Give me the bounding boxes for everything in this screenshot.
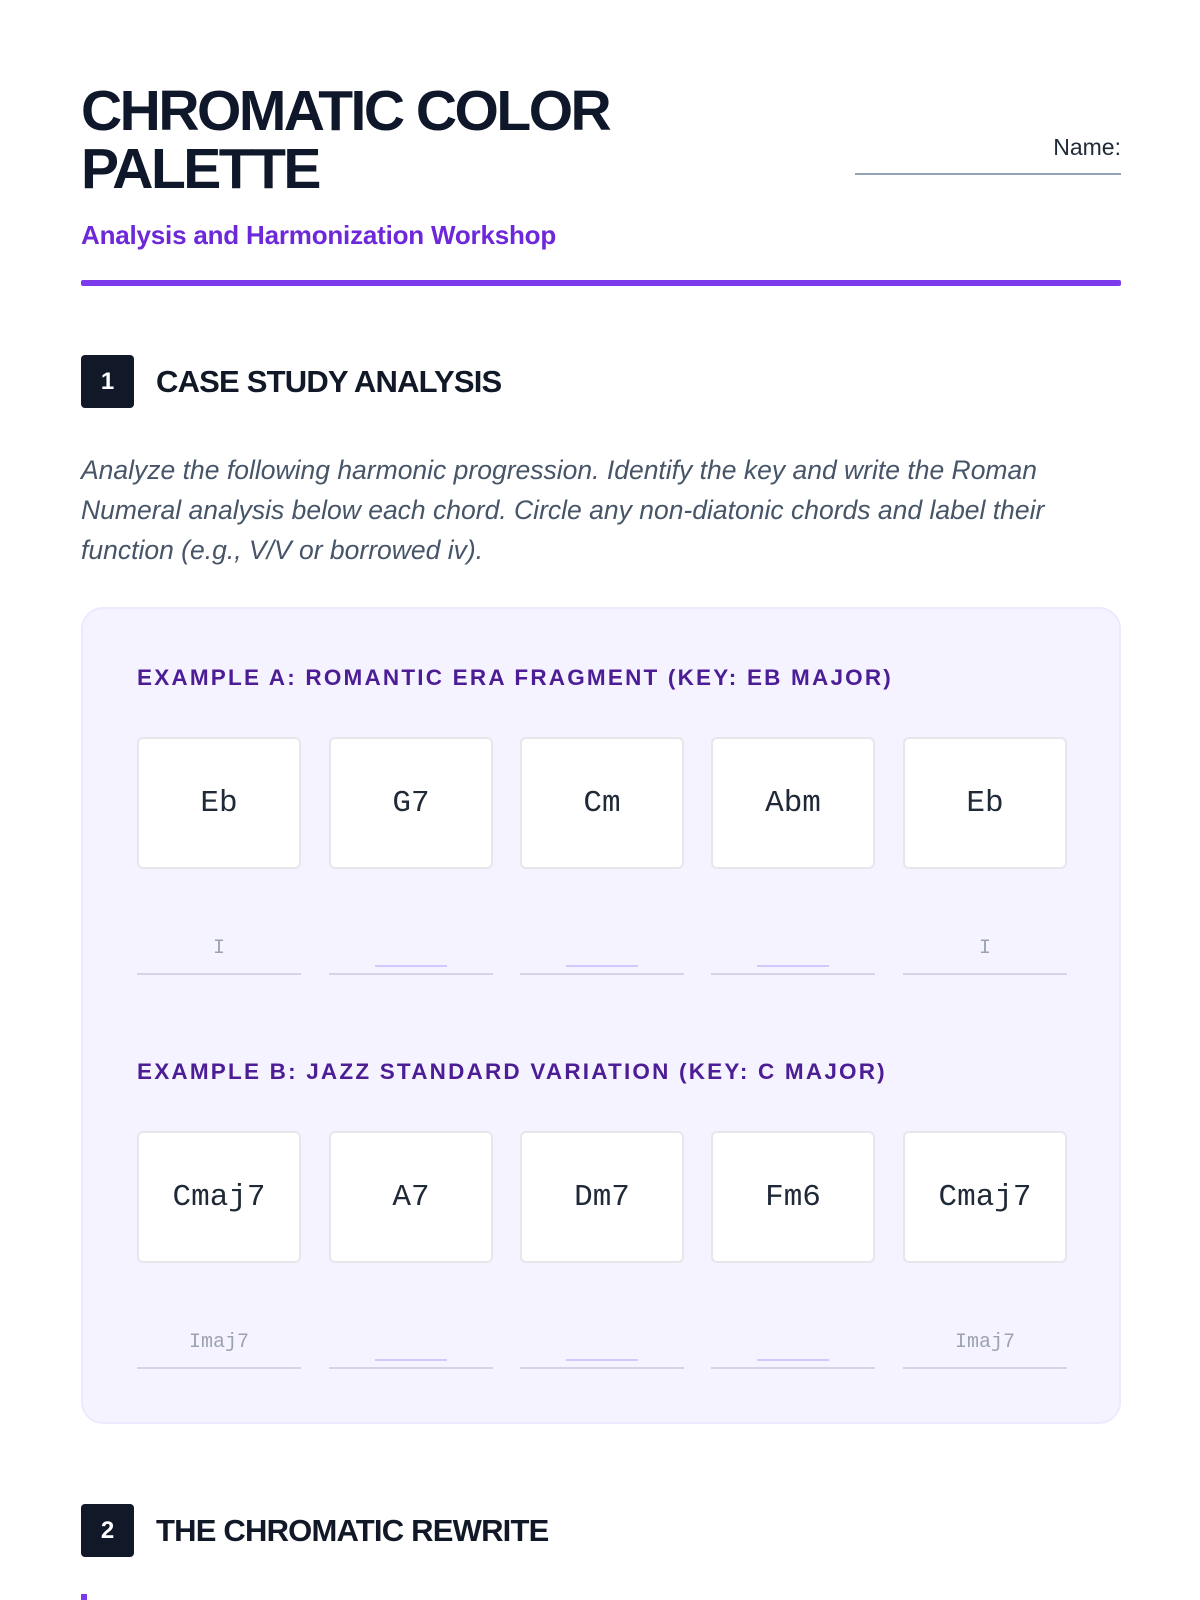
blank-line: [375, 1359, 447, 1361]
answer-field[interactable]: [903, 935, 1067, 975]
next-section-accent: [81, 1594, 87, 1600]
answer-field[interactable]: [137, 1329, 301, 1369]
section-title: CASE STUDY ANALYSIS: [156, 363, 502, 399]
section-title: THE CHROMATIC REWRITE: [156, 1512, 549, 1548]
name-field[interactable]: [855, 134, 1121, 175]
chord-card: A7: [329, 1131, 493, 1263]
answer-field[interactable]: [137, 935, 301, 975]
chord-card: Dm7: [520, 1131, 684, 1263]
blank-line: [566, 1359, 638, 1361]
answer-text: I: [212, 937, 225, 960]
page-subtitle: Analysis and Harmonization Workshop: [81, 220, 557, 250]
chord-card: Fm6: [711, 1131, 875, 1263]
section-number-badge: 2: [81, 1504, 134, 1557]
example-a-heading: EXAMPLE A: ROMANTIC ERA FRAGMENT (KEY: EB MAJOR): [137, 665, 894, 690]
answer-text: Imaj7: [188, 1331, 249, 1354]
header-divider: [81, 280, 1121, 286]
instructions-text: Analyze the following harmonic progression. Identify the key and write the Roman Numeral analysis below each chord. Circle any non-diatonic chords and label their function (e.g., V/V or borrowed iv).: [81, 455, 1045, 565]
answer-field[interactable]: [711, 1329, 875, 1369]
section-number-badge: 1: [81, 355, 134, 408]
answer-text: I: [978, 937, 991, 960]
chord-card: Abm: [711, 737, 875, 869]
chord-card: G7: [329, 737, 493, 869]
chord-card: Cmaj7: [903, 1131, 1067, 1263]
chord-card: Cmaj7: [137, 1131, 301, 1263]
answer-text: Imaj7: [954, 1331, 1015, 1354]
answer-field[interactable]: [903, 1329, 1067, 1369]
answer-field[interactable]: [329, 1329, 493, 1369]
page-title: [81, 79, 701, 201]
blank-line: [757, 965, 829, 967]
chord-card: Eb: [903, 737, 1067, 869]
title-line-1: CHROMATIC COLOR: [81, 79, 610, 143]
case-study-panel: [81, 607, 1121, 1424]
section-2-heading: [81, 1504, 548, 1557]
chord-card: Cm: [520, 737, 684, 869]
answer-field[interactable]: [711, 935, 875, 975]
answer-field[interactable]: [520, 1329, 684, 1369]
worksheet-header: [81, 79, 1121, 251]
answer-field[interactable]: [520, 935, 684, 975]
chord-card: Eb: [137, 737, 301, 869]
example-b-heading: EXAMPLE B: JAZZ STANDARD VARIATION (KEY: C MAJOR): [137, 1059, 887, 1084]
blank-line: [566, 965, 638, 967]
answer-field[interactable]: [329, 935, 493, 975]
title-line-2: PALETTE: [81, 137, 319, 201]
section-1-heading: [81, 355, 501, 408]
name-label: Name:: [1053, 134, 1121, 160]
blank-line: [375, 965, 447, 967]
blank-line: [757, 1359, 829, 1361]
name-line[interactable]: [855, 173, 1121, 175]
